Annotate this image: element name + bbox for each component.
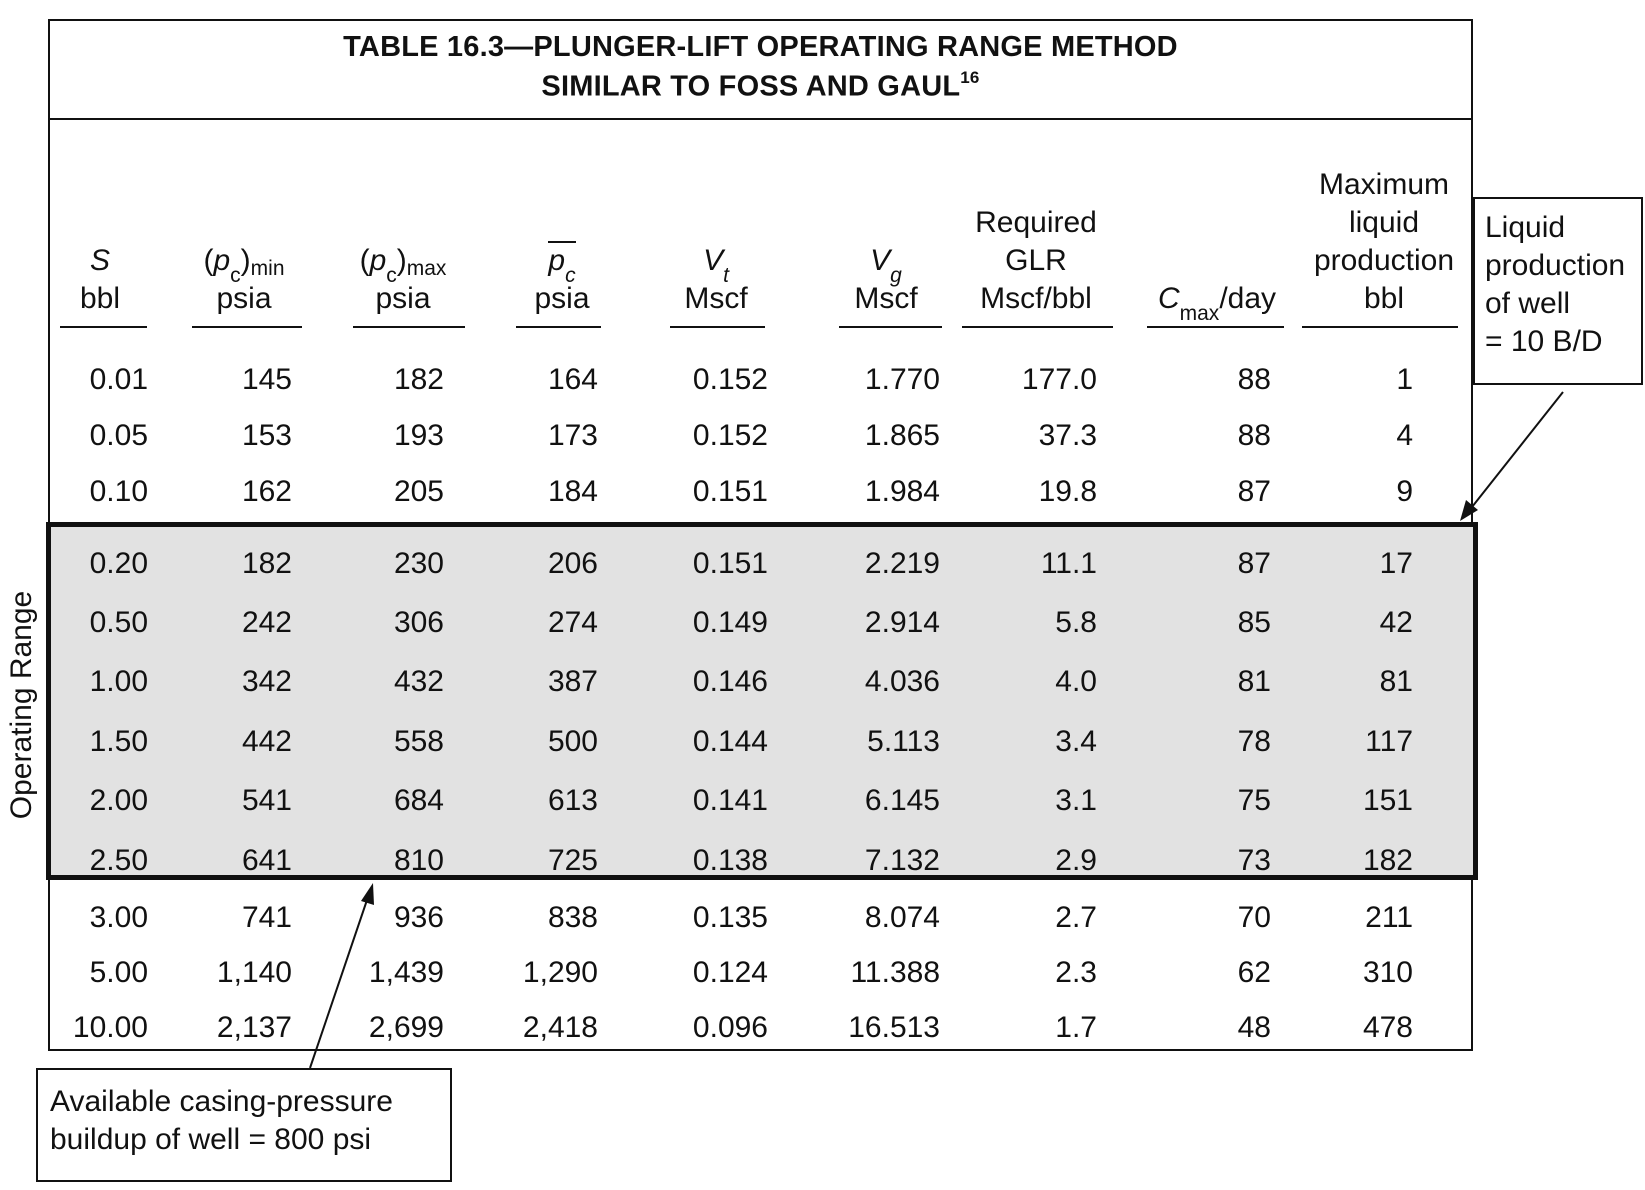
header-rule-s-bbl xyxy=(60,326,147,328)
header-rule-pc-mean xyxy=(516,326,601,328)
liquid-callout-arrow xyxy=(1472,392,1563,507)
cell-pc-min: 741 xyxy=(241,901,292,934)
cell-pc-mean: 387 xyxy=(547,665,598,698)
cell-cmax-per-day: 85 xyxy=(1237,606,1271,639)
header-pc-min-line-1: $(p_c)\min$ xyxy=(203,244,285,287)
cell-pc-mean: 1,290 xyxy=(522,956,598,989)
symbol-pc-bar xyxy=(548,241,576,287)
cell-vg-mscf: 1.865 xyxy=(864,419,940,452)
cell-cmax-per-day: 88 xyxy=(1237,419,1271,452)
cell-pc-mean: 173 xyxy=(547,419,598,452)
cell-pc-min: 182 xyxy=(241,547,292,580)
reference-superscript: 16 xyxy=(960,68,980,87)
cell-required-glr: 2.7 xyxy=(1055,901,1097,934)
header-rule-pc-min xyxy=(192,326,302,328)
cell-pc-min: 541 xyxy=(241,784,292,817)
cell-pc-min: 342 xyxy=(241,665,292,698)
cell-vt-mscf: 0.135 xyxy=(692,901,768,934)
cell-pc-max: 193 xyxy=(393,419,444,452)
casing-callout-line-2: buildup of well = 800 psi xyxy=(50,1123,372,1156)
cell-vg-mscf: 1.770 xyxy=(864,363,940,396)
cell-vt-mscf: 0.096 xyxy=(692,1011,768,1044)
symbol-p: p xyxy=(369,244,387,277)
cell-required-glr: 5.8 xyxy=(1055,606,1097,639)
cell-s-bbl: 0.05 xyxy=(89,419,148,452)
cell-vg-mscf: 1.984 xyxy=(864,475,940,508)
cell-pc-max: 205 xyxy=(393,475,444,508)
header-vt-mscf-line-2: Mscf xyxy=(684,282,748,315)
cell-max-liquid-production: 17 xyxy=(1379,547,1413,580)
cell-pc-mean: 725 xyxy=(547,844,598,877)
cell-s-bbl: 3.00 xyxy=(89,901,148,934)
header-required-glr-line-2: GLR xyxy=(1005,244,1067,277)
cell-pc-min: 1,140 xyxy=(216,956,292,989)
cell-s-bbl: 1.50 xyxy=(89,725,148,758)
cell-pc-mean: 2,418 xyxy=(522,1011,598,1044)
cell-pc-min: 442 xyxy=(241,725,292,758)
cell-s-bbl: 0.10 xyxy=(89,475,148,508)
header-required-glr-line-3: Mscf/bbl xyxy=(980,282,1092,315)
cell-vt-mscf: 0.144 xyxy=(692,725,768,758)
cell-pc-mean: 274 xyxy=(547,606,598,639)
cell-pc-min: 2,137 xyxy=(216,1011,292,1044)
cell-vg-mscf: 11.388 xyxy=(850,956,940,989)
subscript-max: max xyxy=(406,257,447,280)
subscript-max: max xyxy=(1179,302,1220,325)
cell-cmax-per-day: 70 xyxy=(1237,901,1271,934)
header-s-bbl-line-2: bbl xyxy=(79,282,121,315)
cell-pc-min: 145 xyxy=(241,363,292,396)
subscript-c: c xyxy=(565,264,576,287)
cell-max-liquid-production: 4 xyxy=(1396,419,1413,452)
cell-vt-mscf: 0.141 xyxy=(692,784,768,817)
casing-callout-line-1: Available casing-pressure xyxy=(50,1085,393,1118)
cell-max-liquid-production: 1 xyxy=(1396,363,1413,396)
cell-pc-max: 2,699 xyxy=(368,1011,444,1044)
cell-pc-min: 641 xyxy=(241,844,292,877)
cell-vg-mscf: 2.914 xyxy=(864,606,940,639)
symbol-p: p xyxy=(213,244,231,277)
cell-s-bbl: 5.00 xyxy=(89,956,148,989)
cell-pc-max: 936 xyxy=(393,901,444,934)
cell-pc-mean: 164 xyxy=(547,363,598,396)
cell-required-glr: 177.0 xyxy=(1021,363,1097,396)
cell-vt-mscf: 0.124 xyxy=(692,956,768,989)
cell-pc-mean: 206 xyxy=(547,547,598,580)
cell-pc-min: 242 xyxy=(241,606,292,639)
cell-required-glr: 4.0 xyxy=(1055,665,1097,698)
subscript-min: min xyxy=(250,257,285,280)
header-max-liquid-production-line-2: liquid xyxy=(1348,206,1420,239)
cell-s-bbl: 0.01 xyxy=(89,363,148,396)
header-rule-required-glr xyxy=(962,326,1113,328)
symbol-s: S xyxy=(89,244,110,277)
cell-required-glr: 3.1 xyxy=(1055,784,1097,817)
cell-required-glr: 1.7 xyxy=(1055,1011,1097,1044)
cell-cmax-per-day: 88 xyxy=(1237,363,1271,396)
cell-pc-max: 810 xyxy=(393,844,444,877)
cell-pc-max: 182 xyxy=(393,363,444,396)
cell-cmax-per-day: 48 xyxy=(1237,1011,1271,1044)
cell-vg-mscf: 4.036 xyxy=(864,665,940,698)
cell-pc-mean: 184 xyxy=(547,475,598,508)
header-pc-min-line-2: psia xyxy=(216,282,272,315)
liquid-callout-line-4: = 10 B/D xyxy=(1485,325,1603,358)
header-rule-vg-mscf xyxy=(839,326,942,328)
liquid-callout-line-3: of well xyxy=(1485,287,1571,320)
cell-s-bbl: 2.50 xyxy=(89,844,148,877)
cell-required-glr: 11.1 xyxy=(1040,547,1097,580)
cell-vt-mscf: 0.152 xyxy=(692,363,768,396)
cell-pc-min: 153 xyxy=(241,419,292,452)
cell-cmax-per-day: 87 xyxy=(1237,475,1271,508)
cell-pc-mean: 500 xyxy=(547,725,598,758)
header-max-liquid-production-line-1: Maximum xyxy=(1318,168,1449,201)
cell-pc-max: 558 xyxy=(393,725,444,758)
cell-vg-mscf: 6.145 xyxy=(864,784,940,817)
cell-max-liquid-production: 182 xyxy=(1362,844,1413,877)
cell-s-bbl: 2.00 xyxy=(89,784,148,817)
cell-max-liquid-production: 211 xyxy=(1365,901,1413,934)
cell-max-liquid-production: 478 xyxy=(1362,1011,1413,1044)
cell-pc-max: 1,439 xyxy=(368,956,444,989)
cell-vg-mscf: 5.113 xyxy=(867,725,940,758)
cell-required-glr: 2.9 xyxy=(1055,844,1097,877)
cell-pc-max: 230 xyxy=(393,547,444,580)
cell-required-glr: 19.8 xyxy=(1038,475,1097,508)
cell-cmax-per-day: 73 xyxy=(1237,844,1271,877)
cell-pc-min: 162 xyxy=(241,475,292,508)
cell-pc-mean: 613 xyxy=(547,784,598,817)
operating-range-label: Operating Range xyxy=(5,590,38,820)
title-divider xyxy=(48,118,1473,120)
header-max-liquid-production-line-4: bbl xyxy=(1363,282,1405,315)
header-rule-vt-mscf xyxy=(670,326,765,328)
header-cmax-per-day-line-1: $C_{max}$/day xyxy=(1157,282,1277,325)
header-vg-mscf-line-2: Mscf xyxy=(854,282,918,315)
cell-cmax-per-day: 78 xyxy=(1237,725,1271,758)
header-rule-cmax-per-day xyxy=(1147,326,1284,328)
symbol-c: C xyxy=(1157,282,1180,315)
cell-cmax-per-day: 81 xyxy=(1237,665,1271,698)
cell-vt-mscf: 0.151 xyxy=(692,547,768,580)
cell-required-glr: 2.3 xyxy=(1055,956,1097,989)
subscript-t: t xyxy=(723,264,729,287)
cell-max-liquid-production: 310 xyxy=(1362,956,1413,989)
table-subtitle xyxy=(48,70,1473,104)
cell-vt-mscf: 0.138 xyxy=(692,844,768,877)
cell-cmax-per-day: 87 xyxy=(1237,547,1271,580)
cell-max-liquid-production: 117 xyxy=(1365,725,1413,758)
cell-cmax-per-day: 62 xyxy=(1237,956,1271,989)
cell-pc-mean: 838 xyxy=(547,901,598,934)
symbol-v: V xyxy=(703,244,724,277)
cell-max-liquid-production: 151 xyxy=(1362,784,1413,817)
cell-vt-mscf: 0.149 xyxy=(692,606,768,639)
cell-vg-mscf: 2.219 xyxy=(864,547,940,580)
symbol-p: p xyxy=(548,244,566,277)
cell-cmax-per-day: 75 xyxy=(1237,784,1271,817)
table-subtitle-text: SIMILAR TO FOSS AND GAUL xyxy=(541,70,961,103)
header-max-liquid-production-line-3: production xyxy=(1313,244,1455,277)
cell-pc-max: 432 xyxy=(393,665,444,698)
liquid-callout-line-2: production xyxy=(1485,249,1626,282)
subscript-c: c xyxy=(386,264,397,287)
casing-pressure-callout xyxy=(36,1068,452,1182)
cell-vt-mscf: 0.146 xyxy=(692,665,768,698)
header-required-glr-line-1: Required xyxy=(975,206,1097,239)
cell-s-bbl: 0.20 xyxy=(89,547,148,580)
cell-required-glr: 3.4 xyxy=(1055,725,1097,758)
liquid-production-callout xyxy=(1473,197,1643,385)
header-pc-max-line-2: psia xyxy=(375,282,431,315)
symbol-v: V xyxy=(870,244,891,277)
table-title: TABLE 16.3—PLUNGER-LIFT OPERATING RANGE METHOD xyxy=(343,31,1178,63)
header-pc-max-line-1: $(p_c)\max$ xyxy=(359,244,447,287)
cell-max-liquid-production: 81 xyxy=(1379,665,1413,698)
cell-s-bbl: 0.50 xyxy=(89,606,148,639)
header-rule-pc-max xyxy=(353,326,465,328)
cell-required-glr: 37.3 xyxy=(1038,419,1097,452)
cell-vt-mscf: 0.152 xyxy=(692,419,768,452)
liquid-callout-line-1: Liquid xyxy=(1485,211,1566,244)
header-rule-max-liquid-production xyxy=(1302,326,1458,328)
cell-vg-mscf: 8.074 xyxy=(864,901,940,934)
cell-pc-max: 684 xyxy=(393,784,444,817)
header-pc-mean-line-2: psia xyxy=(534,282,590,315)
cell-vt-mscf: 0.151 xyxy=(692,475,768,508)
cell-max-liquid-production: 9 xyxy=(1396,475,1413,508)
cell-pc-max: 306 xyxy=(393,606,444,639)
cell-vg-mscf: 7.132 xyxy=(864,844,940,877)
cell-vg-mscf: 16.513 xyxy=(848,1011,940,1044)
subscript-g: g xyxy=(890,264,902,287)
cell-max-liquid-production: 42 xyxy=(1379,606,1413,639)
cell-s-bbl: 1.00 xyxy=(89,665,148,698)
cell-s-bbl: 10.00 xyxy=(72,1011,148,1044)
subscript-c: c xyxy=(230,264,241,287)
